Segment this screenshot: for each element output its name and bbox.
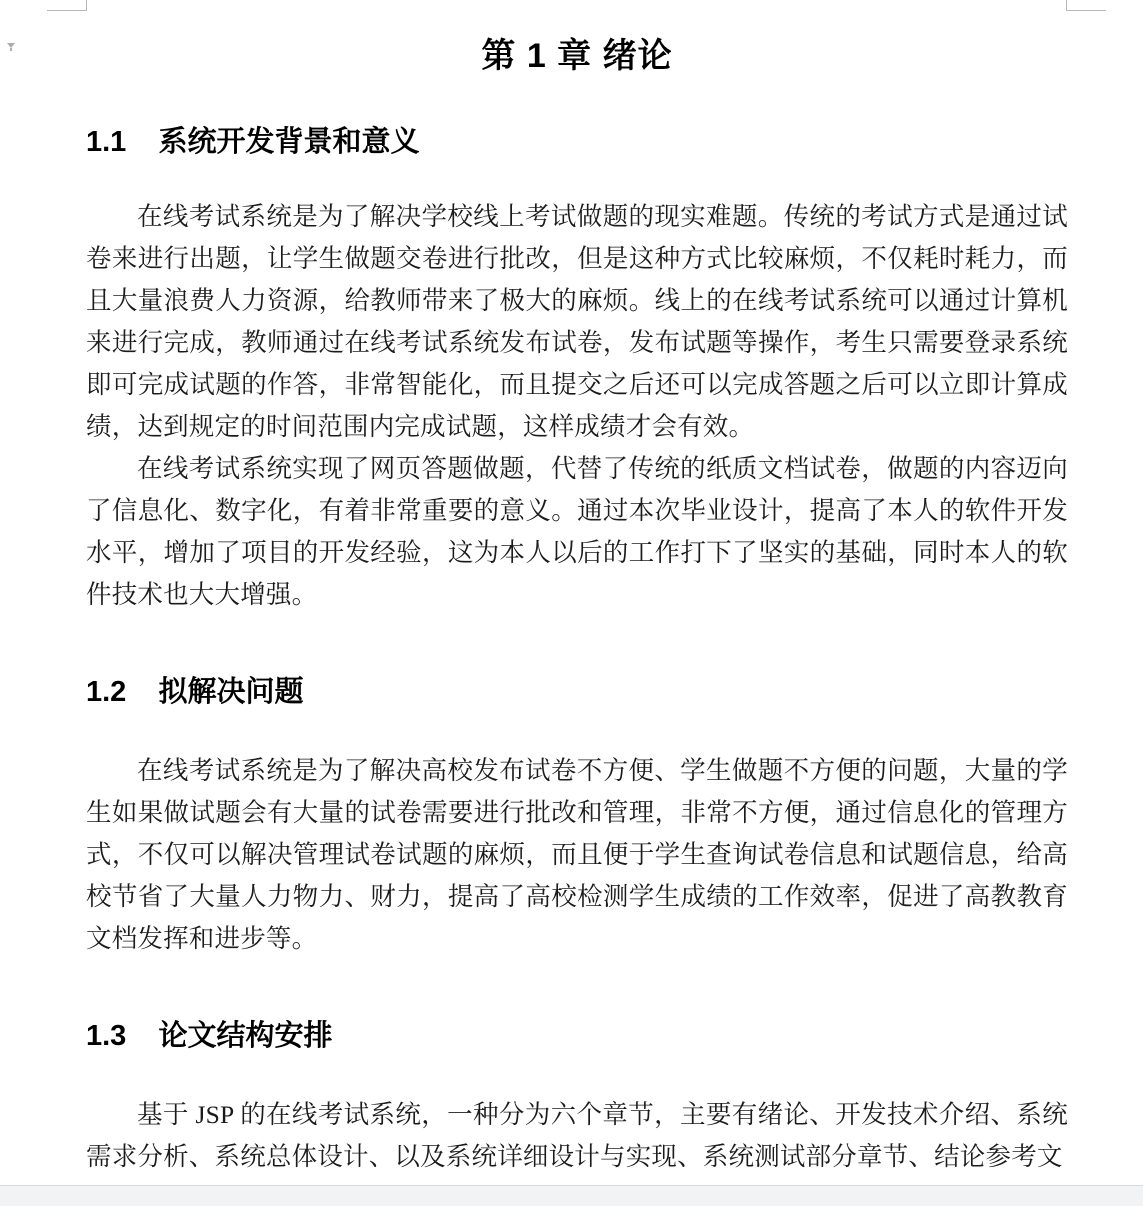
paragraph: 在线考试系统是为了解决学校线上考试做题的现实难题。传统的考试方式是通过试卷来进行出题，让学生做题交卷进行批改，但是这种方式比较麻烦，不仅耗时耗力，而且大量浪费人力资源，给教师带来了极大的麻烦。线上的在线考试系统可以通过计算机来进行完成，教师通过在线考试系统发布试卷，发布试题等操作，考生只需要登录系统即可完成试题的作答，非常智能化，而且提交之后还可以完成答题之后可以立即计算成绩，达到规定的时间范围内完成试题，这样成绩才会有效。: [86, 202, 1068, 442]
crop-mark-horizontal-line: [1066, 10, 1106, 11]
paragraph: 在线考试系统是为了解决高校发布试卷不方便、学生做题不方便的问题，大量的学生如果做试题会有大量的试卷需要进行批改和管理，非常不方便，通过信息化的管理方式，不仅可以解决管理试卷试题的麻烦，而且便于学生查询试卷信息和试题信息，给高校节省了大量人力物力、财力，提高了高校检测学生成绩的工作效率，促进了高教教育文档发挥和进步等。: [86, 755, 1068, 953]
section-heading-1-2: 1.2 拟解决问题: [86, 676, 304, 709]
section-heading-1-1: 1.1 系统开发背景和意义: [86, 125, 420, 158]
paragraph: 在线考试系统实现了网页答题做题，代替了传统的纸质文档试卷，做题的内容迈向了信息化、数字化，有着非常重要的意义。通过本次毕业设计，提高了本人的软件开发水平，增加了项目的开发经验，这为本人以后的工作打下了坚实的基础，同时本人的软件技术也大大增强。: [86, 454, 1068, 610]
section-heading-1-3: 1.3 论文结构安排: [86, 1019, 333, 1052]
chapter-title: 第 1 章 绪论: [481, 37, 673, 75]
document-text-column: [86, 0, 1068, 1178]
margin-crop-mark-top-left: [47, 0, 87, 12]
crop-mark-horizontal-line: [47, 10, 87, 11]
paragraph: 基于 JSP 的在线考试系统，一种分为六个章节，主要有绪论、开发技术介绍、系统需求分析、系统总体设计、以及系统详细设计与实现、系统测试部分章节、结论参考文: [86, 1099, 1068, 1171]
ruler-indent-marker-stem-icon: [10, 48, 12, 51]
margin-crop-mark-top-right: [1066, 0, 1106, 12]
